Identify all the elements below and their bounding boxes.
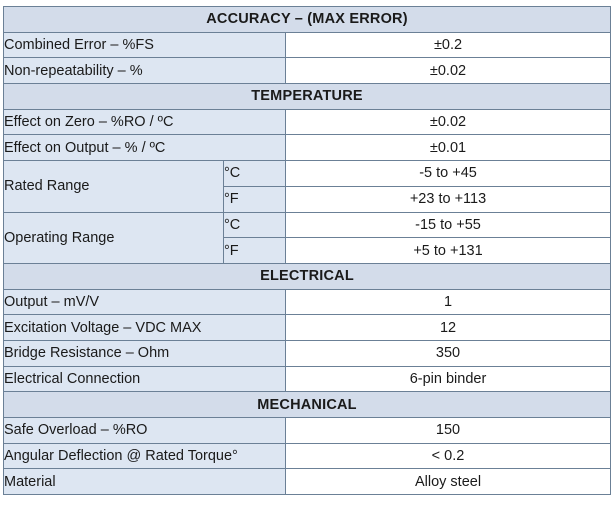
row-value: 150: [286, 418, 611, 444]
table-row: [4, 443, 611, 469]
section-title-accuracy: ACCURACY – (MAX ERROR): [4, 7, 611, 33]
row-value: ±0.02: [286, 109, 611, 135]
table-row: [4, 469, 611, 495]
spec-table: [3, 6, 611, 495]
row-value: 350: [286, 340, 611, 366]
fahrenheit-unit: °F: [224, 238, 286, 264]
fahrenheit-unit: °F: [224, 186, 286, 212]
row-value: 6-pin binder: [286, 366, 611, 392]
row-value: 1: [286, 289, 611, 315]
celsius-unit: °C: [224, 212, 286, 238]
table-row: [4, 58, 611, 84]
row-label: Electrical Connection: [4, 366, 286, 392]
table-row: [4, 418, 611, 444]
row-value: < 0.2: [286, 443, 611, 469]
section-title-temperature: TEMPERATURE: [4, 84, 611, 110]
row-value: 12: [286, 315, 611, 341]
row-label: Angular Deflection @ Rated Torque°: [4, 443, 286, 469]
section-header-row: [4, 263, 611, 289]
row-label: Non-repeatability – %: [4, 58, 286, 84]
table-row: [4, 32, 611, 58]
table-row: [4, 340, 611, 366]
row-label: Material: [4, 469, 286, 495]
row-label: Excitation Voltage – VDC MAX: [4, 315, 286, 341]
table-row: [4, 135, 611, 161]
section-title-electrical: ELECTRICAL: [4, 263, 611, 289]
row-value: ±0.01: [286, 135, 611, 161]
row-label: Effect on Zero – %RO / ºC: [4, 109, 286, 135]
table-row: [4, 109, 611, 135]
row-label: Effect on Output – % / ºC: [4, 135, 286, 161]
rated-range-celsius-value: -5 to +45: [286, 161, 611, 187]
row-value: ±0.2: [286, 32, 611, 58]
operating-range-celsius-value: -15 to +55: [286, 212, 611, 238]
table-row: [4, 315, 611, 341]
operating-range-fahrenheit-value: +5 to +131: [286, 238, 611, 264]
section-header-row: [4, 392, 611, 418]
row-label: Bridge Resistance – Ohm: [4, 340, 286, 366]
row-value: Alloy steel: [286, 469, 611, 495]
operating-range-label: Operating Range: [4, 212, 224, 263]
rated-range-fahrenheit-value: +23 to +113: [286, 186, 611, 212]
table-row: [4, 212, 611, 238]
section-header-row: [4, 84, 611, 110]
table-row: [4, 289, 611, 315]
row-value: ±0.02: [286, 58, 611, 84]
row-label: Output – mV/V: [4, 289, 286, 315]
row-label: Safe Overload – %RO: [4, 418, 286, 444]
section-header-row: [4, 7, 611, 33]
table-row: [4, 366, 611, 392]
row-label: Combined Error – %FS: [4, 32, 286, 58]
section-title-mechanical: MECHANICAL: [4, 392, 611, 418]
rated-range-label: Rated Range: [4, 161, 224, 212]
celsius-unit: °C: [224, 161, 286, 187]
table-row: [4, 161, 611, 187]
